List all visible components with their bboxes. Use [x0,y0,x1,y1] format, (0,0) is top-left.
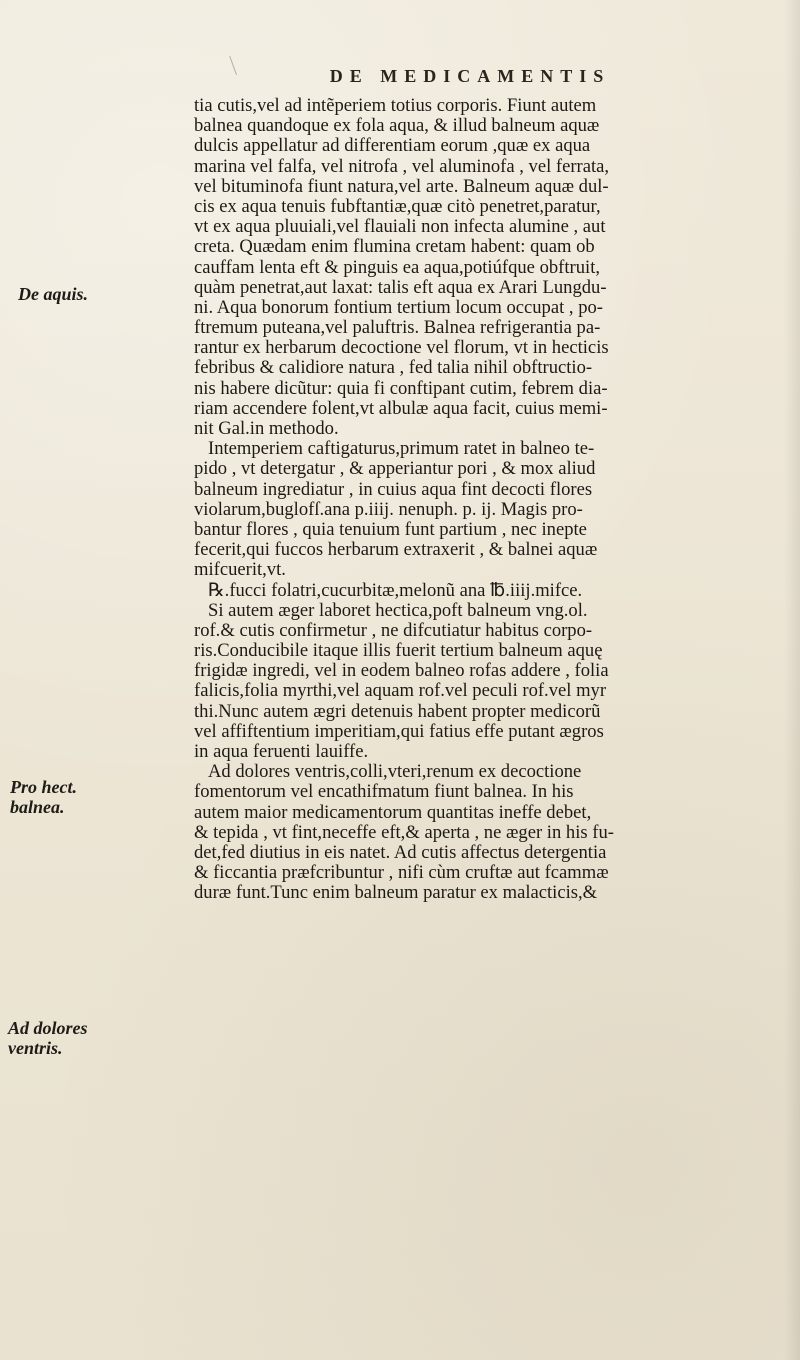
text-line: ris.Conducibile itaque illis fuerit tertium balneum aquę [194,640,603,662]
text-line: in aqua feruenti lauiffe. [194,741,369,762]
text-line: ni. Aqua bonorum fontium tertium locum occupat , po- [194,296,603,318]
text-line: frigidæ ingredi, vel in eodem balneo rofas addere , folia [194,660,609,682]
margin-note-hect-balnea: Pro hect. balnea. [10,777,77,817]
text-line: vt ex aqua pluuiali,vel flauiali non infecta alumine , aut [194,216,606,238]
text-line: cis ex aqua tenuis fubftantiæ,quæ citò penetret,paratur, [194,195,601,217]
text-line: pido , vt detergatur , & apperiantur pori , & mox aliud [194,458,596,480]
text-line: falicis,folia myrthi,vel aquam rof.vel peculi rof.vel myr [194,680,607,702]
text-line: duræ funt.Tunc enim balneum paratur ex malacticis,& [194,882,598,904]
text-line: tia cutis,vel ad intẽperiem totius corporis. Fiunt autem [194,95,597,116]
text-line: cauffam lenta eft & pinguis ea aqua,potiúfque obftruit, [194,256,601,278]
text-line: nit Gal.in methodo. [194,418,339,439]
text-line: riam accendere folent,vt albulæ aqua facit, cuius memi- [194,397,608,419]
page-edge-shadow [784,0,800,1360]
text-line: det,fed diutius in eis natet. Ad cutis affectus detergentia [194,841,607,863]
text-line: balneum ingrediatur , in cuius aqua fint decocti flores [194,478,593,500]
text-line: thi.Nunc autem ægri detenuis habent propter medicorũ [194,700,601,722]
text-line: balnea quandoque ex fola aqua, & illud balneum aquæ [194,115,600,137]
text-line: fomentorum vel encathifmatum fiunt balnea. In his [194,781,574,803]
text-line: ftremum puteana,vel paluftris. Balnea refrigerantia pa- [194,317,601,339]
text-line: autem maior medicamentorum quantitas ineffe debet, [194,801,592,823]
text-line: nis habere dicũtur: quia fi conftipant cutim, febrem dia- [194,377,608,399]
text-line: vel bituminofa fiunt natura,vel arte. Balneum aquæ dul- [194,175,609,197]
margin-note-aquis: De aquis. [18,284,89,304]
text-line: fecerit,qui fuccos herbarum extraxerit , & balnei aquæ [194,539,598,561]
text-line: & tepida , vt fint,neceffe eft,& aperta , ne æger in his fu- [194,821,614,843]
text-line: & ficcantia præfcribuntur , nifi cùm cruftæ aut fcammæ [194,862,609,884]
main-text [194,96,794,904]
text-line: bantur flores , quia tenuium funt partium , nec inepte [194,518,587,540]
text-line: Ad dolores ventris,colli,vteri,renum ex decoctione [208,761,582,783]
text-line: mifcuerit,vt. [194,559,286,581]
page-mark [229,49,256,75]
text-line: rof.& cutis confirmetur , ne difcutiatur habitus corpo- [194,619,593,641]
text-line: vel affiftentium imperitiam,qui fatius effe putant ægros [194,720,604,742]
running-head: DE MEDICAMENTIS [329,66,611,86]
text-line: quàm penetrat,aut laxat: talis eft aqua ex Arari Lungdu- [194,276,607,298]
text-line: marina vel falfa, vel nitrofa , vel aluminofa , vel ferrata, [194,155,610,177]
text-line: violarum,buglofſ.ana p.iiij. nenuph. p. ij. Magis pro- [194,498,583,520]
recipe-line: ℞.fucci folatri,cucurbitæ,melonũ ana ℔.iiij.mifce. [208,579,583,601]
text-line: Intemperiem caftigaturus,primum ratet in balneo te- [208,438,595,460]
text-line: febribus & calidiore natura , fed talia nihil obftructio- [194,357,593,379]
text-line: rantur ex herbarum decoctione vel florum, vt in hecticis [194,337,609,359]
margin-note-dolores-ventris: Ad dolores ventris. [8,1018,88,1058]
text-line: creta. Quædam enim flumina cretam habent: quam ob [194,236,595,258]
text-line: dulcis appellatur ad differentiam eorum ,quæ ex aqua [194,135,591,157]
text-line: Si autem æger laboret hectica,poft balneum vng.ol. [208,599,588,621]
